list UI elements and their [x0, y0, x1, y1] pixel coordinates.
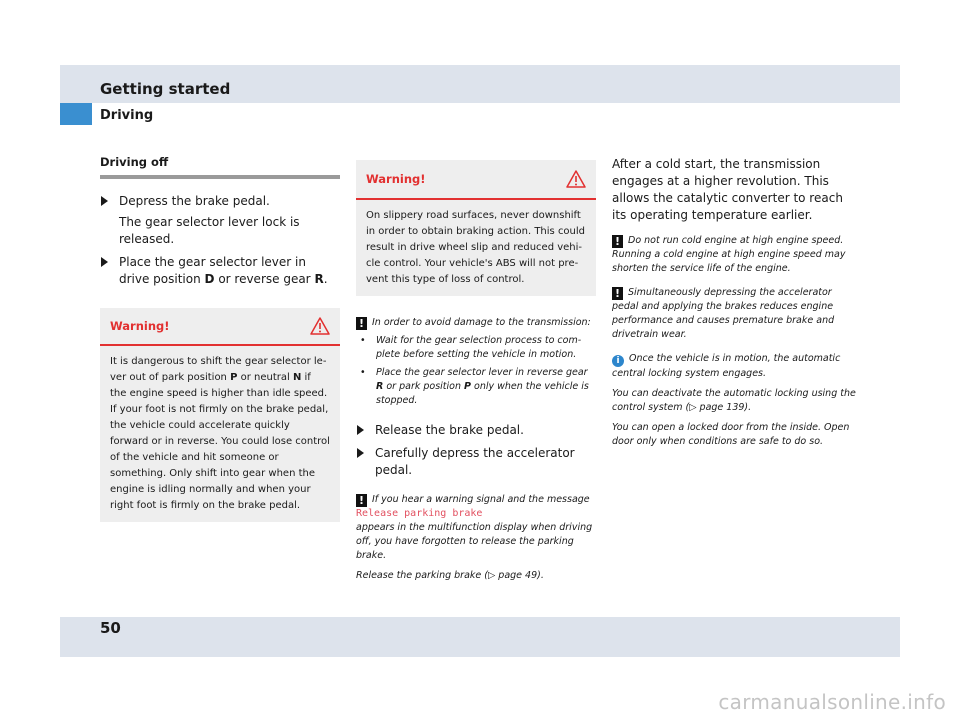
section-title: Getting started: [100, 80, 231, 98]
step-place-lever: [100, 254, 340, 288]
warning-header: [356, 160, 596, 200]
step-arrow-icon: [357, 448, 364, 458]
note-cross-reference: Release the parking brake (▷ page 49).: [356, 570, 544, 581]
column-left: [100, 155, 340, 522]
step-text-c: or reverse gear: [214, 272, 315, 286]
column-middle: [356, 160, 596, 583]
warning-title: Warning!: [110, 319, 170, 333]
caution-icon: !: [356, 317, 367, 330]
note-text-b: appears in the multifunction display when driving off, you have forgotten to release the parking brake.: [356, 522, 593, 561]
step-arrow-icon: [101, 257, 108, 267]
gear-p: P: [464, 381, 471, 392]
gear-d: D: [204, 272, 215, 286]
step-text: Carefully depress the accelerator pedal.: [375, 446, 575, 477]
warning-body: On slippery road surfaces, never downshift in order to obtain braking action. This could result in drive wheel slip and reduced vehicle control. Your vehicle's ABS will not prevent this type of loss of control.: [366, 210, 586, 285]
warning-triangle-icon: [310, 317, 330, 335]
warning-text-2: or neutral: [237, 372, 293, 383]
gear-r: R: [376, 381, 384, 392]
info-text: Once the vehicle is in motion, the automatic central locking system engages.: [612, 353, 841, 379]
warning-header: [100, 308, 340, 346]
note-transmission: [356, 316, 596, 408]
page-number: 50: [100, 619, 121, 637]
step-release-brake: [356, 422, 596, 439]
step-arrow-icon: [357, 425, 364, 435]
display-message: Release parking brake: [356, 508, 483, 519]
bullet-text-e: only when the vehicle is stopped.: [376, 381, 589, 406]
step-result: The gear selector lever lock is released.: [119, 215, 300, 246]
note-parking-brake: [356, 493, 596, 583]
gear-n: N: [292, 372, 302, 383]
section-tab-marker: [60, 103, 92, 125]
info-text-2: You can deactivate the automatic locking using the control system (▷ page 139).: [612, 388, 856, 413]
note-text-a: If you hear a warning signal and the message: [372, 494, 590, 505]
note-cold-engine: [612, 234, 856, 276]
info-central-locking: [612, 352, 856, 449]
step-text-a: Place the gear selector lever in drive position: [119, 255, 306, 286]
list-item: • Wait for the gear selection process to complete before setting the vehicle in motion.: [356, 334, 596, 362]
step-arrow-icon: [101, 196, 108, 206]
step-text: Depress the brake pedal.: [119, 194, 270, 208]
step-depress-brake: [100, 193, 340, 210]
watermark: carmanualsonline.info: [718, 690, 946, 714]
gear-r: R: [314, 272, 324, 286]
caution-icon: !: [612, 287, 623, 300]
step-text-e: .: [323, 272, 328, 286]
warning-title: Warning!: [366, 172, 426, 186]
step-depress-accelerator: [356, 445, 596, 479]
driving-off-heading: Driving off: [100, 155, 340, 179]
bullet-text-c: or park position: [383, 381, 465, 392]
warning-box-gear-shift: [100, 308, 340, 522]
note-text: Do not run cold engine at high engine speed. Running a cold engine at high engine speed may shorten the service life of the engine.: [612, 235, 846, 274]
warning-triangle-icon: [566, 170, 586, 188]
note-text: Simultaneously depressing the accelerator pedal and applying the brakes reduces engine performance and causes premature brake and drivetrain wear.: [612, 287, 835, 340]
warning-text-1: It is dangerous to shift the gear selector lever out of park position: [110, 356, 327, 383]
column-right: [612, 156, 856, 449]
warning-text-3: if the engine speed is higher than idle speed. If your foot is not firmly on the brake pedal, the vehicle could accelerate quickly forward or in reverse. You could lose control of the vehicle and hit someone or something. Only shift into gear when the engine is idling normally and when your right foot is firmly on the brake pedal.: [110, 372, 330, 511]
caution-icon: !: [612, 235, 623, 248]
footer-band: [60, 617, 900, 657]
note-intro: In order to avoid damage to the transmission:: [372, 317, 591, 328]
step-text: Release the brake pedal.: [375, 423, 524, 437]
cold-start-paragraph: After a cold start, the transmission engages at a higher revolution. This allows the catalytic converter to reach its operating temperature earlier.: [612, 157, 843, 222]
bullet-text-a: Place the gear selector lever in reverse gear: [376, 367, 588, 378]
list-item: [356, 366, 596, 408]
caution-icon: !: [356, 494, 367, 507]
warning-body: [100, 346, 340, 522]
info-icon: i: [612, 355, 624, 367]
warning-box-downshift: [356, 160, 596, 296]
note-accelerator-brake: [612, 286, 856, 342]
info-text-3: You can open a locked door from the inside. Open door only when conditions are safe to do so.: [612, 422, 850, 447]
subsection-title: Driving: [100, 108, 154, 123]
gear-p: P: [230, 372, 238, 383]
